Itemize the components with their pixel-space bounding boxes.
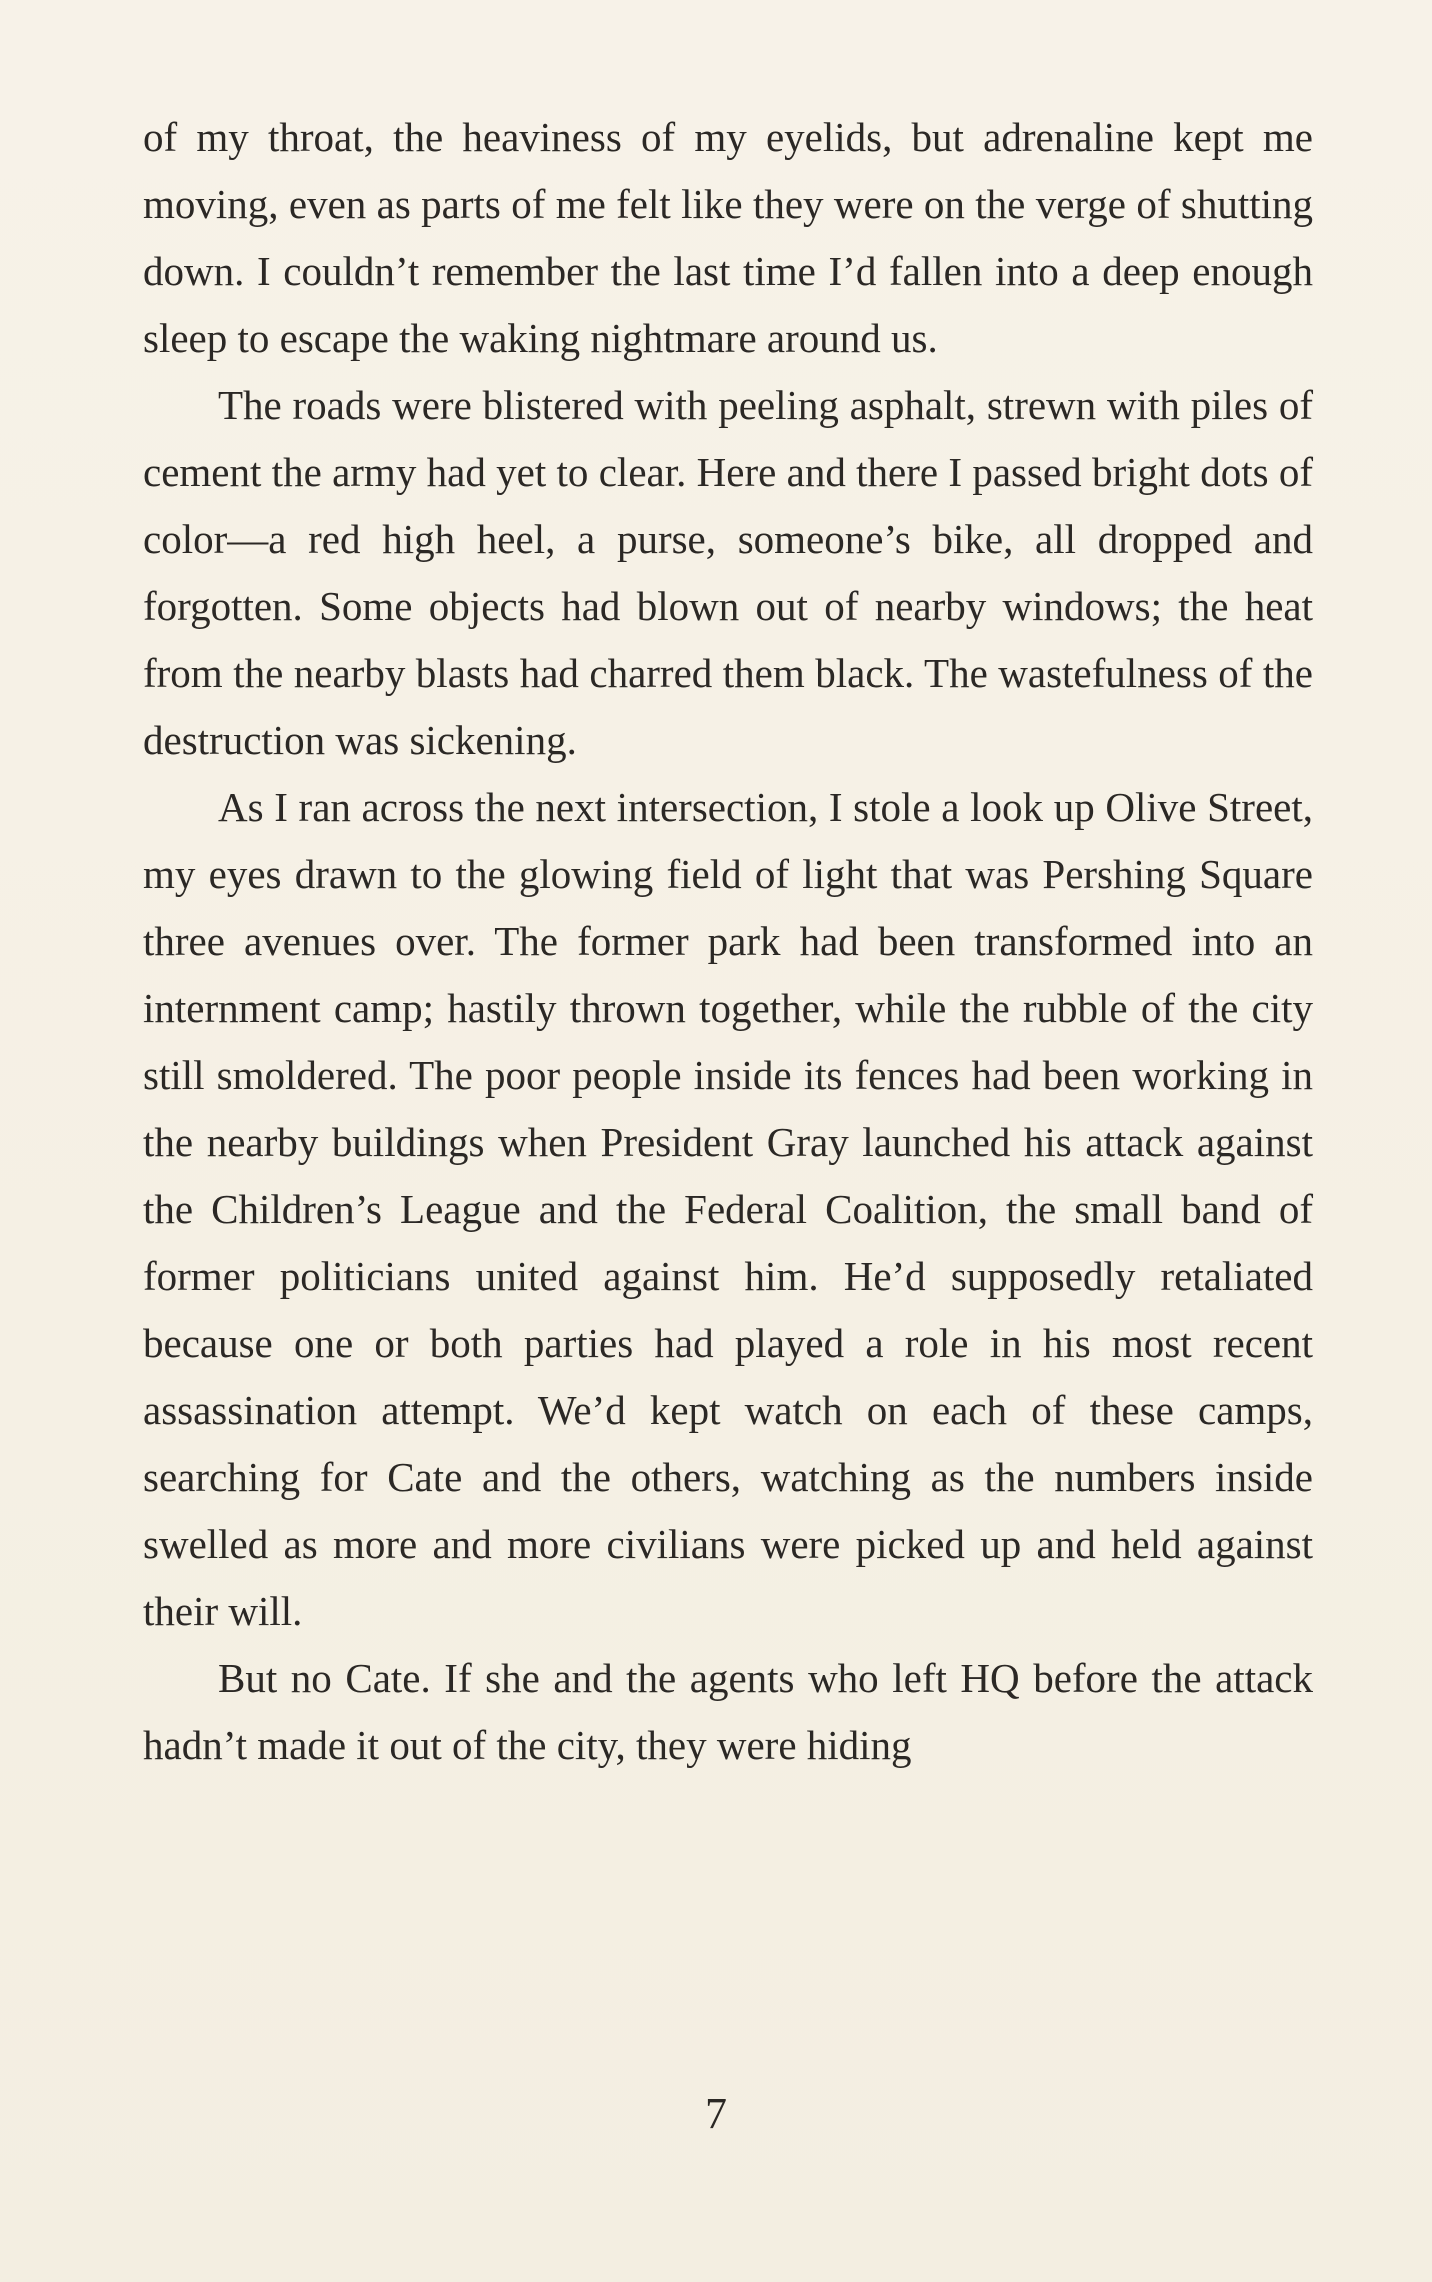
paragraph-continued: of my throat, the heaviness of my eyelids, but adrenaline kept me moving, even as parts of me felt like they were on the verge of shutting down. I couldn’t remember the last time I’d fallen into a deep enough sleep to escape the waking nightmare around us.: [143, 114, 1313, 361]
page-number: 7: [705, 2089, 727, 2138]
paragraph-no-cate: But no Cate. If she and the agents who left HQ before the attack hadn’t made it out of the city, they were hiding: [143, 1655, 1313, 1768]
paragraph-intersection: As I ran across the next intersection, I stole a look up Olive Street, my eyes drawn to the glowing field of light that was Pershing Square three avenues over. The former park had been transformed into an internment camp; hastily thrown together, while the rubble of the city still smoldered. The poor people inside its fences had been working in the nearby buildings when President Gray launched his attack against the Children’s League and the Federal Coalition, the small band of former politicians united against him. He’d supposedly retaliated because one or both parties had played a role in his most recent assassination attempt. We’d kept watch on each of these camps, searching for Cate and the others, watching as the numbers inside swelled as more and more civilians were picked up and held against their will.: [143, 784, 1313, 1634]
body-text: [143, 104, 1313, 1779]
paragraph-roads: The roads were blistered with peeling asphalt, strewn with piles of cement the army had yet to clear. Here and there I passed bright dots of color—a red high heel, a purse, someone’s bike, all dropped and forgotten. Some objects had blown out of nearby windows; the heat from the nearby blasts had charred them black. The wastefulness of the destruction was sickening.: [143, 382, 1313, 763]
